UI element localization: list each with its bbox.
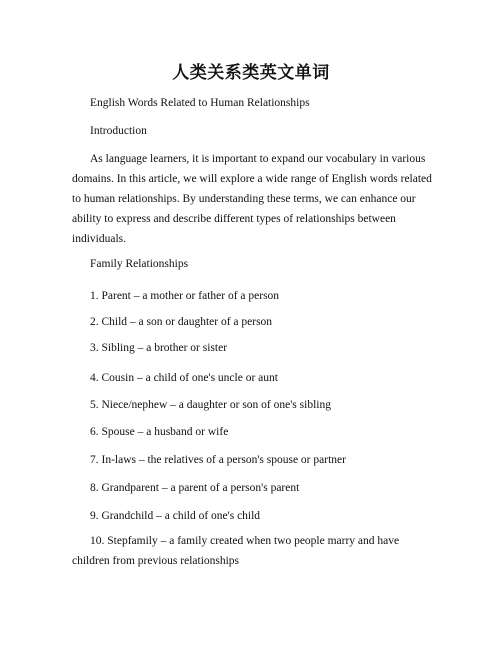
intro-heading: Introduction — [90, 125, 147, 137]
list-item: 2. Child – a son or daughter of a person — [90, 316, 273, 328]
list-item: 1. Parent – a mother or father of a person — [90, 290, 280, 302]
list-item: 10. Stepfamily – a family created when two people marry and have children from previous relationships — [72, 535, 400, 567]
section-heading-family: Family Relationships — [90, 258, 189, 270]
list-item: 3. Sibling – a brother or sister — [90, 342, 228, 354]
list-item: 8. Grandparent – a parent of a person's parent — [90, 482, 300, 494]
list-item: 7. In-laws – the relatives of a person's spouse or partner — [90, 454, 346, 466]
list-item: 6. Spouse – a husband or wife — [90, 426, 229, 438]
document-subtitle: English Words Related to Human Relationships — [90, 97, 310, 109]
list-item: 4. Cousin – a child of one's uncle or aunt — [90, 372, 278, 384]
intro-paragraph: As language learners, it is important to expand our vocabulary in various domains. In this article, we will explore a wide range of English words related to human relationships. By understanding these terms, we can enhance our ability to express and describe different types of relationships between individuals. — [72, 153, 432, 245]
list-item: 9. Grandchild – a child of one's child — [90, 510, 261, 522]
document-title: 人类关系类英文单词 — [172, 63, 330, 83]
list-item: 5. Niece/nephew – a daughter or son of one's sibling — [90, 399, 331, 411]
